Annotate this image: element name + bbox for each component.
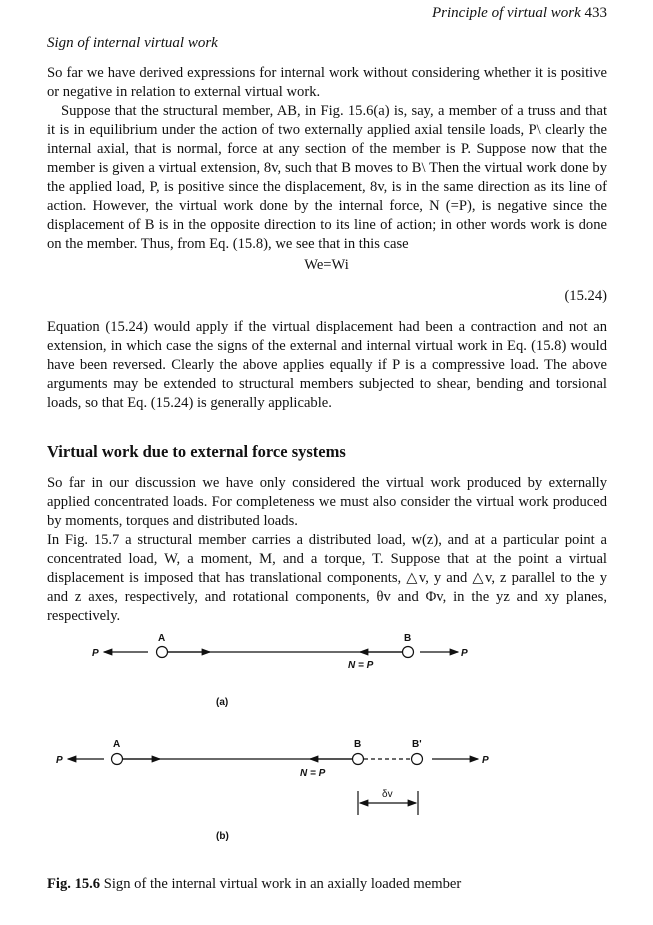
paragraph: So far we have derived expressions for internal work without considering whether it is positive or negative in relation to external virtual work. <box>47 65 607 100</box>
running-header <box>432 4 607 23</box>
joint-a <box>157 647 168 658</box>
paragraph: Equation (15.24) would apply if the virtual displacement had been a contraction and not an extension, in which case the signs of the external and internal virtual work in Eq. (15.8) would have been reversed. Clearly the above applies equally if P is a compressive load. The above arguments may be extended to structural members subjected to shear, bending and torsional loads, so that Eq. (15.24) is generally applicable. <box>47 319 607 411</box>
label-n: N = P <box>300 768 326 779</box>
page-number: 433 <box>584 5 607 21</box>
label-p: P <box>461 648 468 659</box>
paragraph: Suppose that the structural member, AB, in Fig. 15.6(a) is, say, a member of a truss and that it is in equilibrium under the action of two externally applied axial tensile loads, P\ clearly the internal axial, that is normal, force at any section of the member is P. Suppose now that the member is given a virtual extension, 8v, such that B moves to B\ Then the virtual work done by the applied load, P, is positive since the displacement, 8v, is in the same direction as its line of action. However, the virtual work done by the internal force, N (=P), is negative since the displacement of B is in the opposite direction to its line of action; in other words work is done on the member. Thus, from Eq. (15.8), we see that in this case <box>47 103 607 252</box>
caption-text: Sign of the internal virtual work in an axially loaded member <box>103 876 462 892</box>
label-b: B <box>404 633 412 644</box>
label-delta: δv <box>382 789 393 800</box>
label-p: P <box>56 755 63 766</box>
paragraph: In Fig. 15.7 a structural member carries a distributed load, w(z), and at a particular point a concentrated load, W, a moment, M, and a torque, T. Suppose that at the point a virtual displacement is imposed that has translational components, △v, y and △v, z parallel to the y and z axes, respectively, and rotational components, θv and Φv, in the yz and xy planes, respectively. <box>47 532 607 624</box>
label-a: A <box>158 633 166 644</box>
equation-number: (15.24) <box>564 288 607 304</box>
label-a: A <box>113 739 121 750</box>
equation: We=Wi <box>304 257 349 273</box>
figure-caption <box>47 875 461 894</box>
header-title: Principle of virtual work <box>432 5 581 21</box>
caption-label: Fig. 15.6 <box>47 876 101 892</box>
subfigure-label: (b) <box>216 831 229 842</box>
joint-b <box>403 647 414 658</box>
subfigure-label: (a) <box>216 697 229 708</box>
paragraph: So far in our discussion we have only considered the virtual work produced by externally applied concentrated loads. For completeness we must also consider the virtual work produced by moments, torques and distributed loads. <box>47 475 607 529</box>
label-b: B <box>354 739 362 750</box>
figure-15-6 <box>0 625 653 865</box>
label-b-prime: B' <box>412 739 422 750</box>
label-p: P <box>92 648 99 659</box>
label-p: P <box>482 755 489 766</box>
label-n: N = P <box>348 660 374 671</box>
section-heading: Sign of internal virtual work <box>47 35 218 51</box>
section-body <box>47 64 607 254</box>
section-heading: Virtual work due to external force systems <box>47 442 346 461</box>
section-body <box>47 474 607 626</box>
